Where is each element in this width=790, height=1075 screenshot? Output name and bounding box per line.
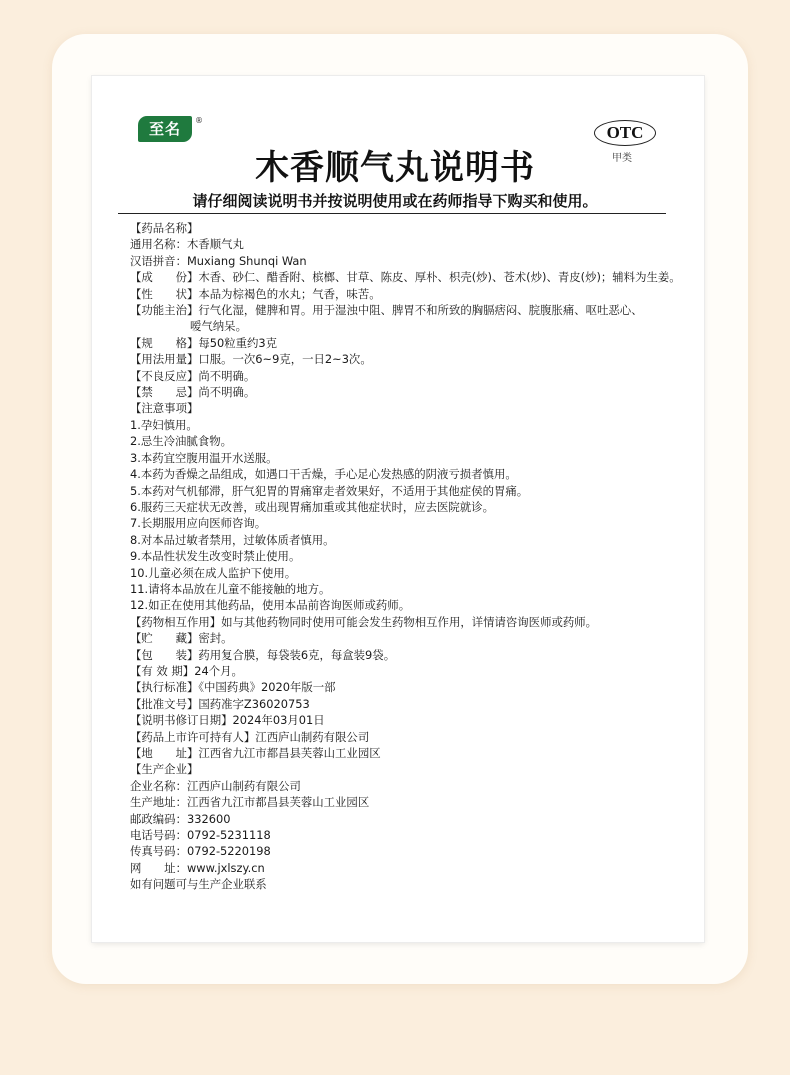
ingredients: 【成 份】木香、砂仁、醋香附、槟榔、甘草、陈皮、厚朴、枳壳(炒)、苍术(炒)、青皮(炒)；辅料为生姜。 (130, 270, 681, 285)
dosage: 【用法用量】口服。一次6~9克，一日2~3次。 (130, 352, 372, 367)
precaution-item: 10.儿童必须在成人监护下使用。 (130, 565, 297, 580)
company-name: 企业名称：江西庐山制药有限公司 (130, 778, 301, 793)
precaution-item: 4.本药为香燥之品组成，如遇口干舌燥，手心足心发热感的阴液亏损者慎用。 (130, 467, 517, 482)
adverse-reactions: 【不良反应】尚不明确。 (130, 368, 256, 383)
title-divider (118, 213, 666, 214)
precaution-item: 2.忌生冷油腻食物。 (130, 434, 232, 449)
otc-class-label: 甲类 (612, 153, 632, 164)
pinyin-name: 汉语拼音：Muxiang Shunqi Wan (130, 253, 307, 268)
phone-number: 电话号码：0792-5231118 (130, 828, 271, 843)
section-manufacturer: 【生产企业】 (130, 762, 199, 777)
revision-date: 【说明书修订日期】2024年03月01日 (130, 713, 325, 728)
postal-code: 邮政编码：332600 (130, 811, 231, 826)
precaution-item: 5.本药对气机郁滞，肝气犯胃的胃痛窜走者效果好，不适用于其他症侯的胃痛。 (130, 483, 529, 498)
storage: 【贮 藏】密封。 (130, 631, 233, 646)
precaution-item: 7.长期服用应向医师咨询。 (130, 516, 267, 531)
license-holder: 【药品上市许可持有人】江西庐山制药有限公司 (130, 729, 370, 744)
appearance: 【性 状】本品为棕褐色的水丸；气香，味苦。 (130, 286, 381, 301)
approval-number: 【批准文号】国药准字Z36020753 (130, 696, 310, 711)
generic-name: 通用名称：木香顺气丸 (130, 237, 244, 252)
document-title: 木香顺气丸说明书 (255, 148, 535, 188)
leaflet-body (130, 220, 681, 893)
precaution-item: 6.服药三天症状无改善，或出现胃痛加重或其他症状时，应去医院就诊。 (130, 499, 494, 514)
fax-number: 传真号码：0792-5220198 (130, 844, 271, 859)
otc-badge: OTC (594, 120, 656, 146)
indications: 【功能主治】行气化湿，健脾和胃。用于湿浊中阻、脾胃不和所致的胸膈痞闷、脘腹胀痛、呕吐恶心、 (130, 303, 643, 318)
standard: 【执行标准】《中国药典》2020年版一部 (130, 680, 336, 695)
production-address: 生产地址：江西省九江市都昌县芙蓉山工业园区 (130, 795, 370, 810)
drug-interactions: 【药物相互作用】如与其他药物同时使用可能会发生药物相互作用，详情请咨询医师或药师。 (130, 614, 598, 629)
document-subtitle: 请仔细阅读说明书并按说明使用或在药师指导下购买和使用。 (192, 192, 598, 210)
website: 网 址：www.jxlszy.cn (130, 860, 265, 875)
precaution-item: 1.孕妇慎用。 (130, 417, 198, 432)
precaution-item: 3.本药宜空腹用温开水送服。 (130, 450, 278, 465)
contact-note: 如有问题可与生产企业联系 (130, 877, 267, 892)
contraindications: 【禁 忌】尚不明确。 (130, 385, 256, 400)
precaution-item: 11.请将本品放在儿童不能接触的地方。 (130, 581, 331, 596)
precaution-item: 12.如正在使用其他药品，使用本品前咨询医师或药师。 (130, 598, 411, 613)
registered-mark: ® (195, 116, 203, 125)
brand-logo: 至名 (138, 116, 192, 142)
shelf-life: 【有 效 期】24个月。 (130, 663, 243, 678)
packaging: 【包 装】药用复合膜，每袋装6克，每盒装9袋。 (130, 647, 396, 662)
address: 【地 址】江西省九江市都昌县芙蓉山工业园区 (130, 746, 381, 760)
precaution-item: 9.本品性状发生改变时禁止使用。 (130, 549, 301, 564)
indications-continued: 嗳气纳呆。 (190, 319, 247, 334)
specification: 【规 格】每50粒重约3克 (130, 335, 278, 350)
section-precautions: 【注意事项】 (130, 401, 199, 416)
precaution-item: 8.对本品过敏者禁用，过敏体质者慎用。 (130, 532, 335, 547)
section-drug-name: 【药品名称】 (130, 221, 199, 235)
